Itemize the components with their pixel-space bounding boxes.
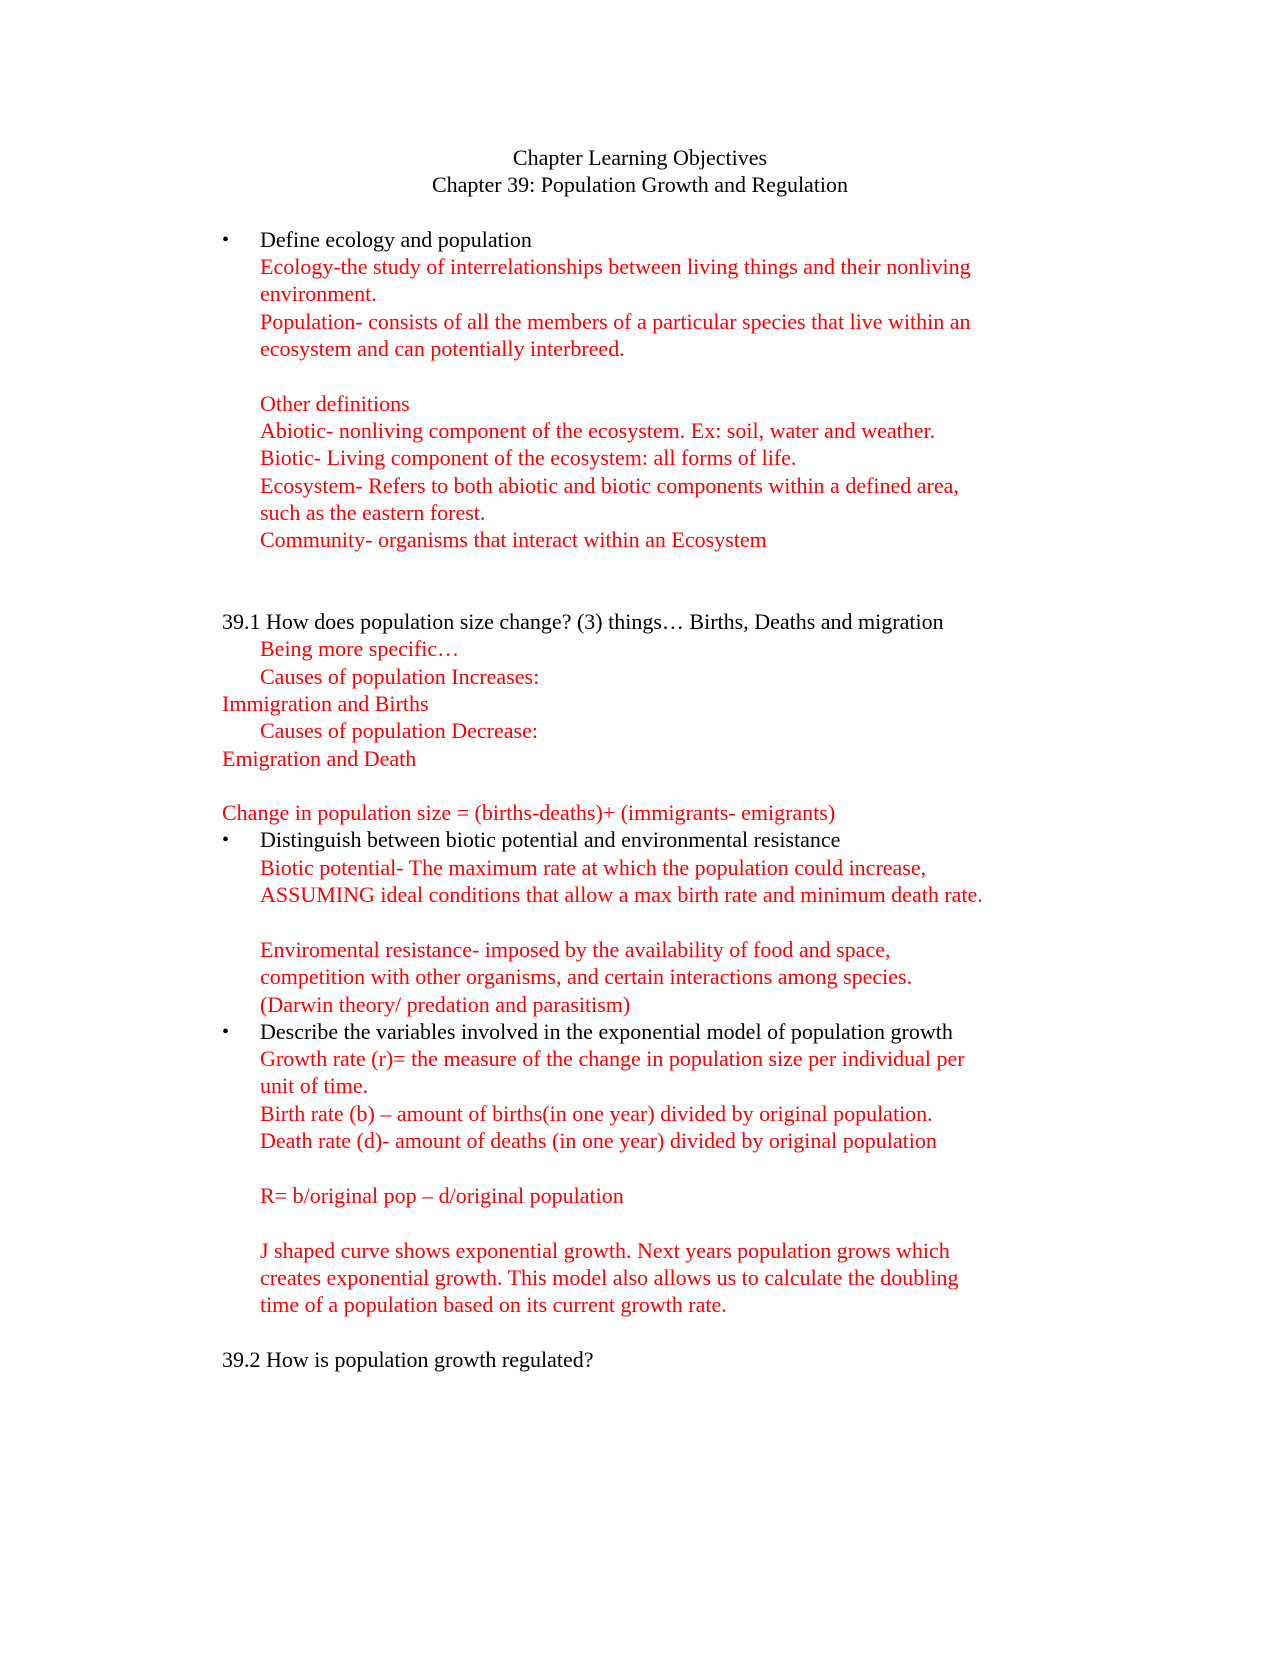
- answer-line: Community- organisms that interact within an Ecosystem: [260, 527, 767, 552]
- answer-subheading: Other definitions: [260, 391, 410, 416]
- answer-line: Causes of population Increases:: [260, 664, 540, 689]
- answer-line: time of a population based on its current growth rate.: [260, 1292, 727, 1317]
- answer-line: creates exponential growth. This model also allows us to calculate the doubling: [260, 1265, 959, 1290]
- answer-line: Birth rate (b) – amount of births(in one year) divided by original population.: [260, 1101, 933, 1126]
- answer-line: Enviromental resistance- imposed by the availability of food and space,: [260, 937, 891, 962]
- objective-define-ecology: Define ecology and population: [260, 227, 532, 252]
- objective-biotic-potential: Distinguish between biotic potential and environmental resistance: [260, 827, 841, 852]
- answer-line: such as the eastern forest.: [260, 500, 486, 525]
- population-change-formula: Change in population size = (births-deaths)+ (immigrants- emigrants): [222, 800, 836, 825]
- answer-line: Death rate (d)- amount of deaths (in one year) divided by original population: [260, 1128, 937, 1153]
- answer-line: Causes of population Decrease:: [260, 718, 538, 743]
- answer-line: ASSUMING ideal conditions that allow a max birth rate and minimum death rate.: [260, 882, 983, 907]
- answer-line: environment.: [260, 281, 377, 306]
- answer-line: Immigration and Births: [222, 691, 429, 716]
- bullet-icon: •: [222, 1021, 230, 1043]
- answer-line: competition with other organisms, and certain interactions among species.: [260, 964, 913, 989]
- answer-line: Biotic potential- The maximum rate at which the population could increase,: [260, 855, 927, 880]
- objective-exponential-model: Describe the variables involved in the exponential model of population growth: [260, 1019, 953, 1044]
- chapter-title: Chapter 39: Population Growth and Regulation: [431, 172, 849, 197]
- bullet-icon: •: [222, 229, 230, 251]
- answer-line: Growth rate (r)= the measure of the change in population size per individual per: [260, 1046, 965, 1071]
- answer-line: Abiotic- nonliving component of the ecosystem. Ex: soil, water and weather.: [260, 418, 936, 443]
- section-heading-39-1: 39.1 How does population size change? (3) things… Births, Deaths and migration: [222, 609, 944, 634]
- answer-line: Population- consists of all the members of a particular species that live within an: [260, 309, 971, 334]
- section-heading-39-2: 39.2 How is population growth regulated?: [222, 1347, 594, 1372]
- answer-line: Being more specific…: [260, 636, 460, 661]
- answer-line: (Darwin theory/ predation and parasitism): [260, 992, 631, 1017]
- answer-line: J shaped curve shows exponential growth. Next years population grows which: [260, 1238, 950, 1263]
- answer-line: unit of time.: [260, 1073, 369, 1098]
- answer-line: Emigration and Death: [222, 746, 417, 771]
- bullet-icon: •: [222, 829, 230, 851]
- document-title: Chapter Learning Objectives: [512, 145, 768, 170]
- growth-rate-formula: R= b/original pop – d/original population: [260, 1183, 624, 1208]
- answer-line: ecosystem and can potentially interbreed.: [260, 336, 625, 361]
- answer-line: Ecosystem- Refers to both abiotic and biotic components within a defined area,: [260, 473, 959, 498]
- answer-line: Biotic- Living component of the ecosystem: all forms of life.: [260, 445, 797, 470]
- answer-line: Ecology-the study of interrelationships between living things and their nonliving: [260, 254, 971, 279]
